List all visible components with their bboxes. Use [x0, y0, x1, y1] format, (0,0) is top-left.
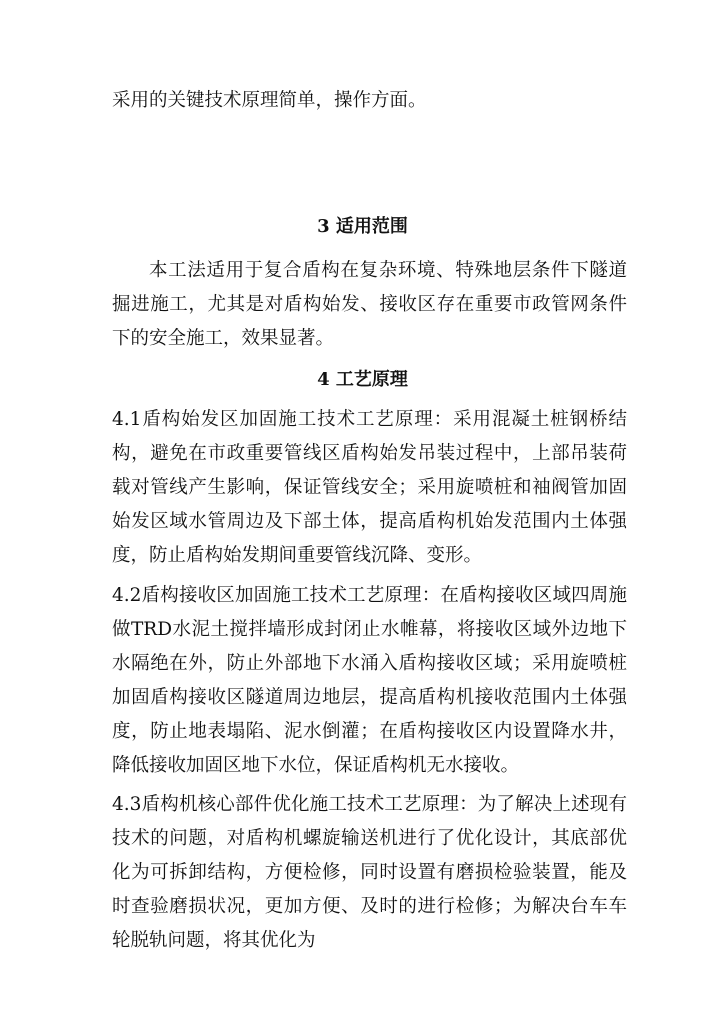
section-4-heading: 4 工艺原理 — [317, 369, 408, 390]
section-3-paragraph: 本工法适用于复合盾构在复杂环境、特殊地层条件下隧道掘进施工，尤其是对盾构始发、接收区存在重要市政管网条件下的安全施工，效果显著。 — [112, 260, 627, 349]
section-4-2-paragraph: 4.2盾构接收区加固施工技术工艺原理：在盾构接收区域四周施做TRD水泥土搅拌墙形成封闭止水帷幕，将接收区域外边地下水隔绝在外，防止外部地下水涌入盾构接收区域；采用旋喷桩加固盾构接收区隧道周边地层，提高盾构机接收范围内土体强度，防止地表塌陷、泥水倒灌；在盾构接收区内设置降水井，降低接收加固区地下水位，保证盾构机无水接收。 — [112, 585, 627, 776]
section-4-3-paragraph: 4.3盾构机核心部件优化施工技术工艺原理：为了解决上述现有技术的问题，对盾构机螺旋输送机进行了优化设计，其底部优化为可拆卸结构，方便检修，同时设置有磨损检验装置，能及时查验磨损状况，更加方便、及时的进行检修；为解决台车车轮脱轨问题，将其优化为 — [112, 794, 627, 951]
section-4-1-paragraph: 4.1盾构始发区加固施工技术工艺原理：采用混凝土桩钢桥结构，避免在市政重要管线区盾构始发吊装过程中，上部吊装荷载对管线产生影响，保证管线安全；采用旋喷桩和袖阀管加固始发区域水管周边及下部土体，提高盾构机始发范围内土体强度，防止盾构始发期间重要管线沉降、变形。 — [112, 409, 627, 566]
section-3-heading: 3 适用范围 — [317, 216, 408, 237]
continuation-paragraph: 采用的关键技术原理简单，操作方面。 — [112, 90, 427, 111]
